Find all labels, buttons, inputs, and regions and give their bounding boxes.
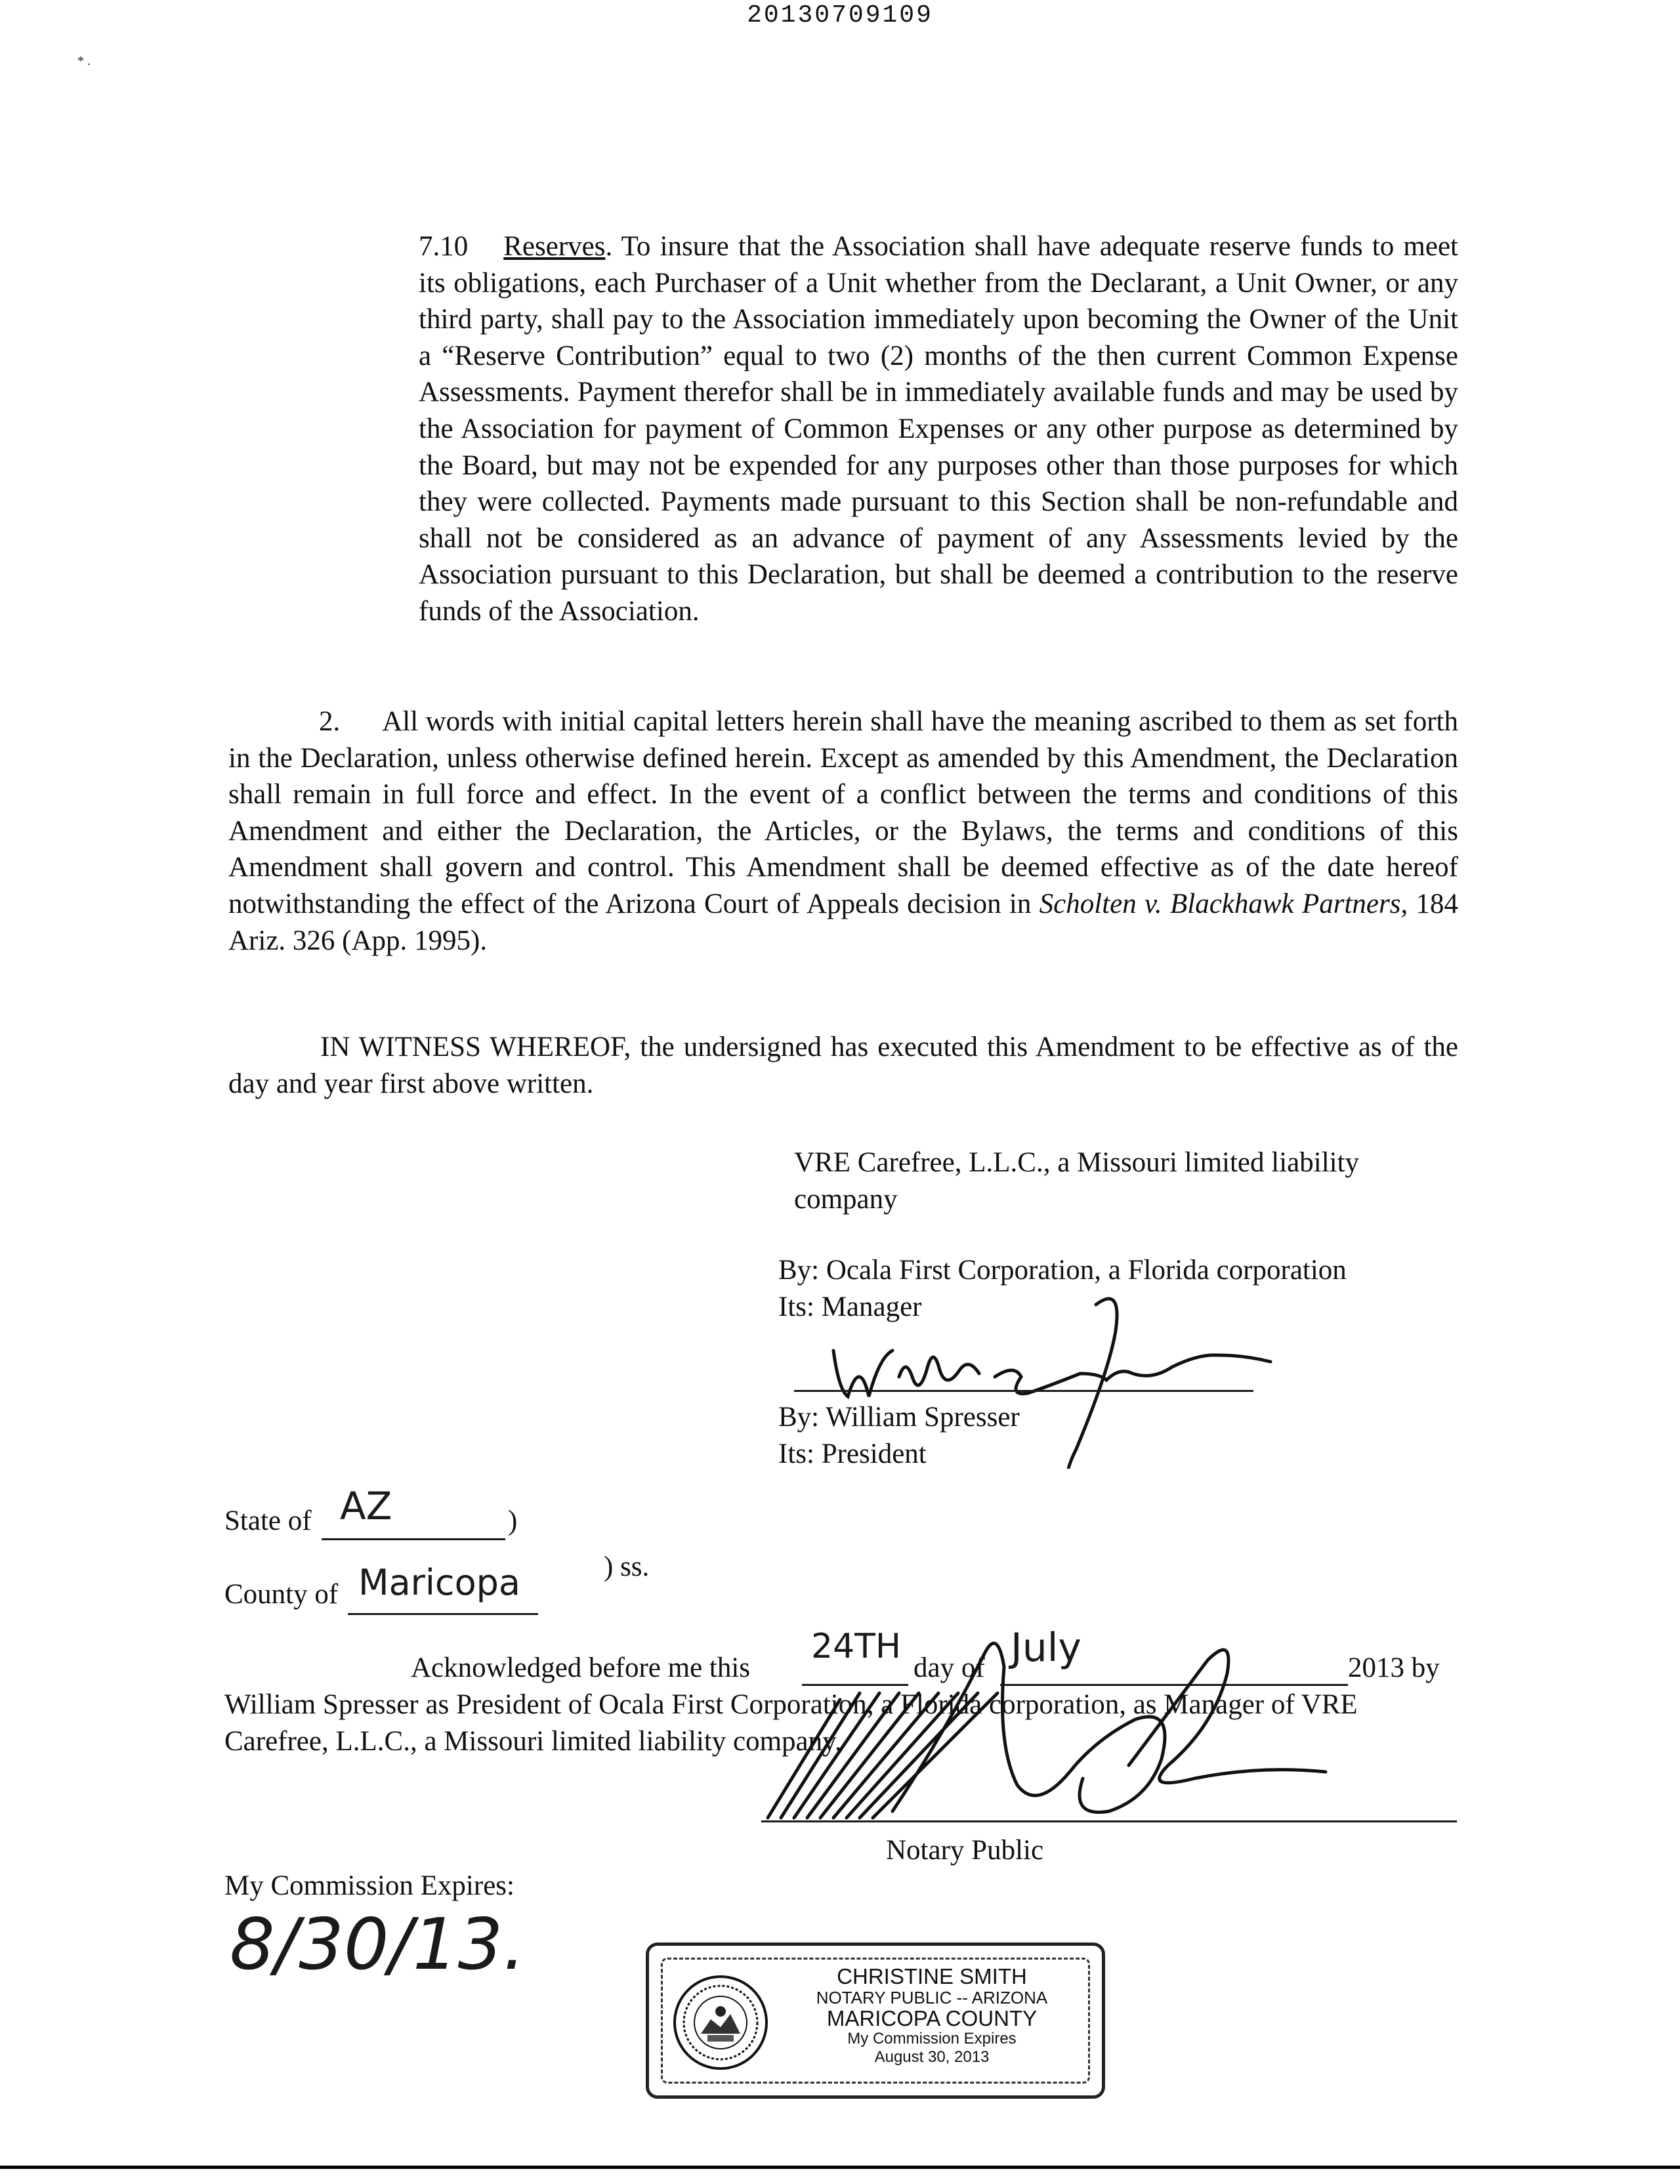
signature-line <box>794 1390 1253 1392</box>
entity-line: VRE Carefree, L.L.C., a Missouri limited liability <box>794 1147 1360 1178</box>
section-2-paragraph <box>228 704 1458 959</box>
stamp-name: CHRISTINE SMITH <box>837 1964 1027 1988</box>
stamp-expires-label: My Commission Expires <box>847 2030 1017 2048</box>
arizona-seal-icon <box>671 1973 770 2072</box>
its-line: Its: Manager <box>778 1292 922 1322</box>
county-line <box>348 1613 538 1615</box>
signer-by: By: William Spresser <box>778 1402 1020 1433</box>
ack-year: 2013 by <box>1348 1652 1440 1683</box>
section-7-10-paragraph <box>419 228 1458 630</box>
county-value: Maricopa <box>358 1562 520 1603</box>
by-line: By: Ocala First Corporation, a Florida corporation <box>778 1255 1347 1286</box>
witness-text: IN WITNESS WHEREOF, the undersigned has executed this Amendment to be effective as of the day and year first above written. <box>228 1032 1458 1099</box>
document-number: 20130709109 <box>747 1 933 30</box>
state-value: AZ <box>340 1484 392 1528</box>
section-number: 2. <box>319 706 341 737</box>
ack-text-4: Carefree, L.L.C., a Missouri limited liability company. <box>224 1726 842 1757</box>
scan-marks: * . <box>77 54 91 68</box>
witness-paragraph <box>228 1029 1458 1102</box>
section-heading: Reserves <box>503 231 606 262</box>
commission-value: 8/30/13. <box>230 1904 526 1986</box>
state-line <box>322 1538 505 1540</box>
ss-label: ) ss. <box>604 1551 650 1582</box>
section-text-end: , 184 Ariz. 326 (App. 1995). <box>228 888 1459 956</box>
notary-label: Notary Public <box>886 1835 1044 1866</box>
ack-text-1: Acknowledged before me this <box>411 1652 751 1683</box>
ack-day: 24TH <box>811 1627 902 1666</box>
ack-month: July <box>1011 1625 1082 1671</box>
stamp-county: MARICOPA COUNTY <box>826 2006 1038 2030</box>
case-name: Scholten v. Blackhawk Partners <box>1039 888 1401 919</box>
section-text: All words with initial capital letters herein shall have the meaning ascribed to them as set forth in the Declaration, unless otherwise defined herein. Except as amended by this Amendment, the Declaration shall remain in full force and effect. In the event of a conflict between the terms and conditions of this Amendment and either the Declaration, the Articles, or the Bylaws, the terms and conditions of this Amendment shall govern and control. This Amendment shall be deemed effective as of the date hereof notwithstanding the effect of the Arizona Court of Appeals decision in <box>228 706 1458 919</box>
stamp-expires-date: August 30, 2013 <box>874 2048 990 2066</box>
ack-text-2: day of <box>914 1652 985 1683</box>
commission-label: My Commission Expires: <box>224 1870 514 1901</box>
section-number: 7.10 <box>419 231 469 262</box>
notary-stamp <box>646 1942 1105 2099</box>
notary-signature <box>761 1595 1404 1857</box>
ack-text-3: William Spresser as President of Ocala First Corporation, a Florida corporation, as Manager of VRE <box>224 1689 1358 1720</box>
county-label: County of <box>224 1579 339 1610</box>
section-text: . To insure that the Association shall have adequate reserve funds to meet its obligations, each Purchaser of a Unit whether from the Declarant, a Unit Owner, or any third party, shall pay to the Association immediately upon becoming the Owner of the Unit a “Reserve Contribution” equal to two (2) months of the then current Common Expense Assessments. Payment therefor shall be in immediately available funds and may be used by the Association for payment of Common Expenses or any other purpose as determined by the Board, but may not be expended for any purposes other than those purposes for which they were collected. Payments made pursuant to this Section shall be non-refundable and shall not be considered as an advance of payment of any Assessments levied by the Association pursuant to this Declaration, but shall be deemed a contribution to the reserve funds of the Association. <box>419 231 1458 627</box>
page-bottom-rule <box>0 2166 1680 2169</box>
stamp-title: NOTARY PUBLIC -- ARIZONA <box>816 1988 1048 2007</box>
entity-line-2: company <box>794 1184 898 1215</box>
state-label: State of <box>224 1505 312 1536</box>
signer-its: Its: President <box>778 1438 927 1469</box>
state-paren: ) <box>508 1505 518 1536</box>
notary-line <box>761 1820 1457 1822</box>
